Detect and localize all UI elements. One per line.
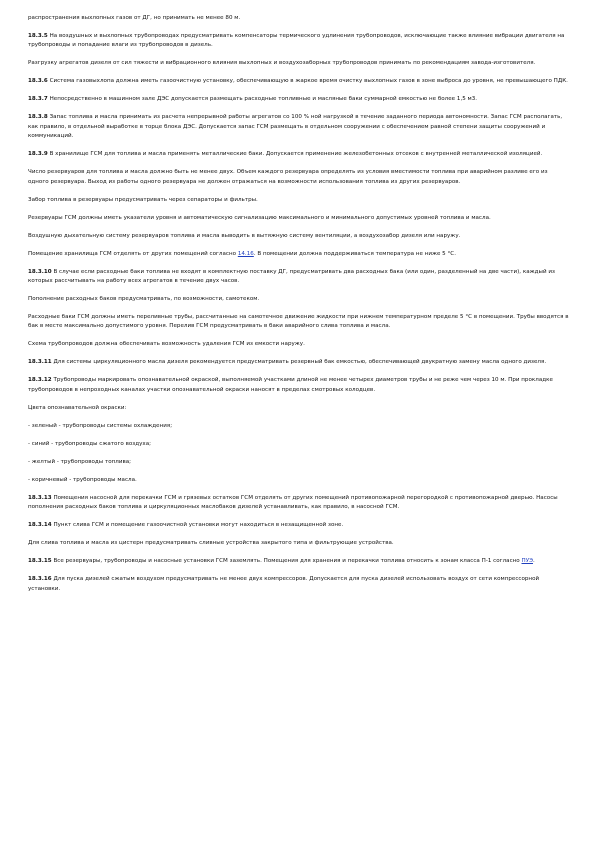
paragraph-text: Пункт слива ГСМ и помещение газоочистной установки могут находиться в незащищенной зоне. (51, 522, 344, 529)
paragraph-18-3-5 (28, 32, 569, 51)
list-item-green (28, 422, 569, 431)
clause-number: 18.3.8 (28, 114, 48, 121)
paragraph-text: Разгрузку агрегатов дизеля от сил тяжести и вибрационного влияния выхлопных и воздухозаборных трубопроводов принимать по рекомендациям завода-изготовителя. (28, 60, 536, 67)
paragraph-18-3-16 (28, 575, 569, 594)
clause-number: 18.3.12 (28, 377, 52, 384)
list-item-brown (28, 476, 569, 485)
paragraph-text: Схема трубопроводов должна обеспечивать возможность удаления ГСМ из емкости наружу. (28, 341, 305, 348)
paragraph-text: В хранилище ГСМ для топлива и масла применять металлические баки. Допускается применение железобетонных отсеков с внутренней металлической изоляцией. (47, 151, 543, 158)
list-item-blue (28, 440, 569, 449)
paragraph-level-indicators (28, 214, 569, 223)
paragraph-18-3-6 (28, 77, 569, 86)
paragraph-text: Все резервуары, трубопроводы и насосные установки ГСМ заземлять. Помещения для хранения и перекачки топлива относить к зонам класса П-1 согласно (51, 558, 522, 565)
paragraph-drain-devices (28, 539, 569, 548)
paragraph-text: Помещения насосной для перекачки ГСМ и грязевых остатков ГСМ отделять от других помещений противопожарной перегородкой с противопожарной дверью. Насосы пополнения расходных баков топлива и циркуляционных маслобаков дизелей устанавливать, как правило, в насосной ГСМ. (28, 494, 558, 511)
paragraph-color-heading (28, 404, 569, 413)
paragraph-text: Пополнение расходных баков предусматривать, по возможности, самотеком. (28, 296, 260, 303)
paragraph-text: - зеленый - трубопроводы системы охлаждения; (28, 422, 173, 429)
paragraph-18-3-9 (28, 150, 569, 159)
clause-number: 18.3.5 (28, 33, 48, 39)
list-item-yellow (28, 458, 569, 467)
paragraph-text: Запас топлива и масла принимать из расчета непрерывной работы агрегатов со 100 % ной нагрузкой в течение заданного периода автономности. Запас ГСМ располагать, как правило, в отдельной выработке в торце блока ДЭС. Допускается запас ГСМ размещать в отдельном сооружении с обеспечением равной степени защиты сооружений и коммуникаций. (28, 114, 563, 140)
clause-number: 18.3.11 (28, 359, 52, 366)
paragraph-18-3-14 (28, 521, 569, 530)
clause-number: 18.3.10 (28, 268, 52, 275)
paragraph-text: Резервуары ГСМ должны иметь указатели уровня и автоматическую сигнализацию максимального и минимального допустимых уровней топлива и масла. (28, 214, 491, 221)
paragraph-text: - синий - трубопроводы сжатого воздуха; (28, 440, 152, 447)
paragraph-text: распространения выхлопных газов от ДГ, но принимать не менее 80 м. (28, 15, 241, 21)
paragraph-text: Расходные баки ГСМ должны иметь переливные трубы, рассчитанные на самотечное движение жидкости при нижнем температурном пределе 5 °С в помещении. Трубы вводятся в бак в месте максимально допустимого уровня. Перелив ГСМ предусматривать в баки аварийного слива топлива и масла. (28, 314, 569, 330)
paragraph-unloading (28, 59, 569, 68)
clause-number: 18.3.16 (28, 576, 52, 583)
link-pue[interactable]: ПУЭ (521, 558, 533, 565)
paragraph-text: Для пуска дизелей сжатым воздухом предусматривать не менее двух компрессоров. Допускается для пуска дизелей использовать воздух от сети компрессорной установки. (28, 576, 540, 592)
paragraph-pipeline-scheme (28, 340, 569, 349)
clause-number: 18.3.6 (28, 78, 48, 85)
paragraph-18-3-7 (28, 95, 569, 104)
paragraph-text: Непосредственно в машинном зале ДЭС допускается размещать расходные топливные и масляные баки суммарной емкостью не более 1,5 м3. (47, 96, 478, 103)
paragraph-text: Система газовыхлопа должна иметь газоочистную установку, обеспечивающую в жаркое время очистку выхлопных газов в зоне выброса до уровня, не превышающего ПДК. (47, 78, 568, 85)
paragraph-18-3-11 (28, 358, 569, 367)
paragraph-text: - коричневый - трубопроводы масла. (28, 476, 137, 483)
paragraph-breathing-system (28, 232, 569, 241)
paragraph-text: Помещение хранилища ГСМ отделять от других помещений согласно (28, 250, 238, 257)
link-14-16[interactable]: 14.16 (237, 250, 254, 257)
paragraph-reservoir-count (28, 168, 569, 187)
paragraph-text: Трубопроводы маркировать опознавательной окраской, выполняемой участками длиной не менее четырех диаметров трубы и не реже чем через 10 м. При прокладке трубопроводов в непроходных каналах участки опознавательной окраски наносят в пределах смотровых колодцев. (28, 377, 553, 393)
paragraph-18-3-10 (28, 268, 569, 287)
paragraph-fuel-intake (28, 196, 569, 205)
clause-number: 18.3.13 (28, 494, 52, 501)
clause-number: 18.3.15 (28, 558, 52, 565)
paragraph-text: В случае если расходные баки топлива не входят в комплектную поставку ДГ, предусматривать два расходных бака (или один, разделенный на две части), каждый из которых рассчитывать на работу всех агрегатов в течение двух часов. (28, 268, 555, 285)
paragraph-18-3-12 (28, 376, 569, 395)
paragraph-text: Для системы циркуляционного масла дизеля рекомендуется предусматривать резервный бак емкостью, обеспечивающей двукратную замену масла одного дизеля. (51, 359, 547, 366)
paragraph-text: - желтый - трубопроводы топлива; (28, 458, 132, 465)
paragraph-text-tail: . (532, 558, 535, 565)
clause-number: 18.3.7 (28, 96, 48, 103)
paragraph-text: Забор топлива в резервуары предусматривать через сепараторы и фильтры. (28, 196, 258, 203)
paragraph-18-3-15 (28, 557, 569, 566)
paragraph-text: Число резервуаров для топлива и масла должно быть не менее двух. Объем каждого резервуара определять из условия вместимости топлива при аварийном разливе его из одного резервуара. Выход из работы одного резервуара не должен отражаться на возможности использования топлива из других резервуаров. (28, 169, 548, 185)
paragraph-text: Для слива топлива и масла из цистерн предусматривать сливные устройства закрытого типа и фильтрующие устройства. (28, 540, 394, 547)
paragraph-overflow-pipes (28, 313, 569, 332)
paragraph-exhaust-distance (28, 14, 569, 23)
clause-number: 18.3.9 (28, 151, 48, 158)
paragraph-storage-room (28, 250, 569, 259)
paragraph-text-tail: . В помещении должна поддерживаться температура не ниже 5 °С. (253, 250, 456, 257)
paragraph-18-3-13 (28, 494, 569, 513)
paragraph-text: Цвета опознавательной окраски: (28, 404, 127, 411)
paragraph-18-3-8 (28, 113, 569, 141)
paragraph-text: Воздушную дыхательную систему резервуаров топлива и масла выводить в вытяжную систему вентиляции, а воздухозабор дизеля или наружу. (28, 232, 461, 239)
paragraph-text: На воздушных и выхлопных трубопроводах предусматривать компенсаторы термического удлинения трубопроводов, исключающие также влияние вибрации двигателя на трубопроводы и попадание влаги из трубопроводов в дизель. (28, 33, 565, 49)
clause-number: 18.3.14 (28, 522, 52, 529)
paragraph-refill-gravity (28, 295, 569, 304)
